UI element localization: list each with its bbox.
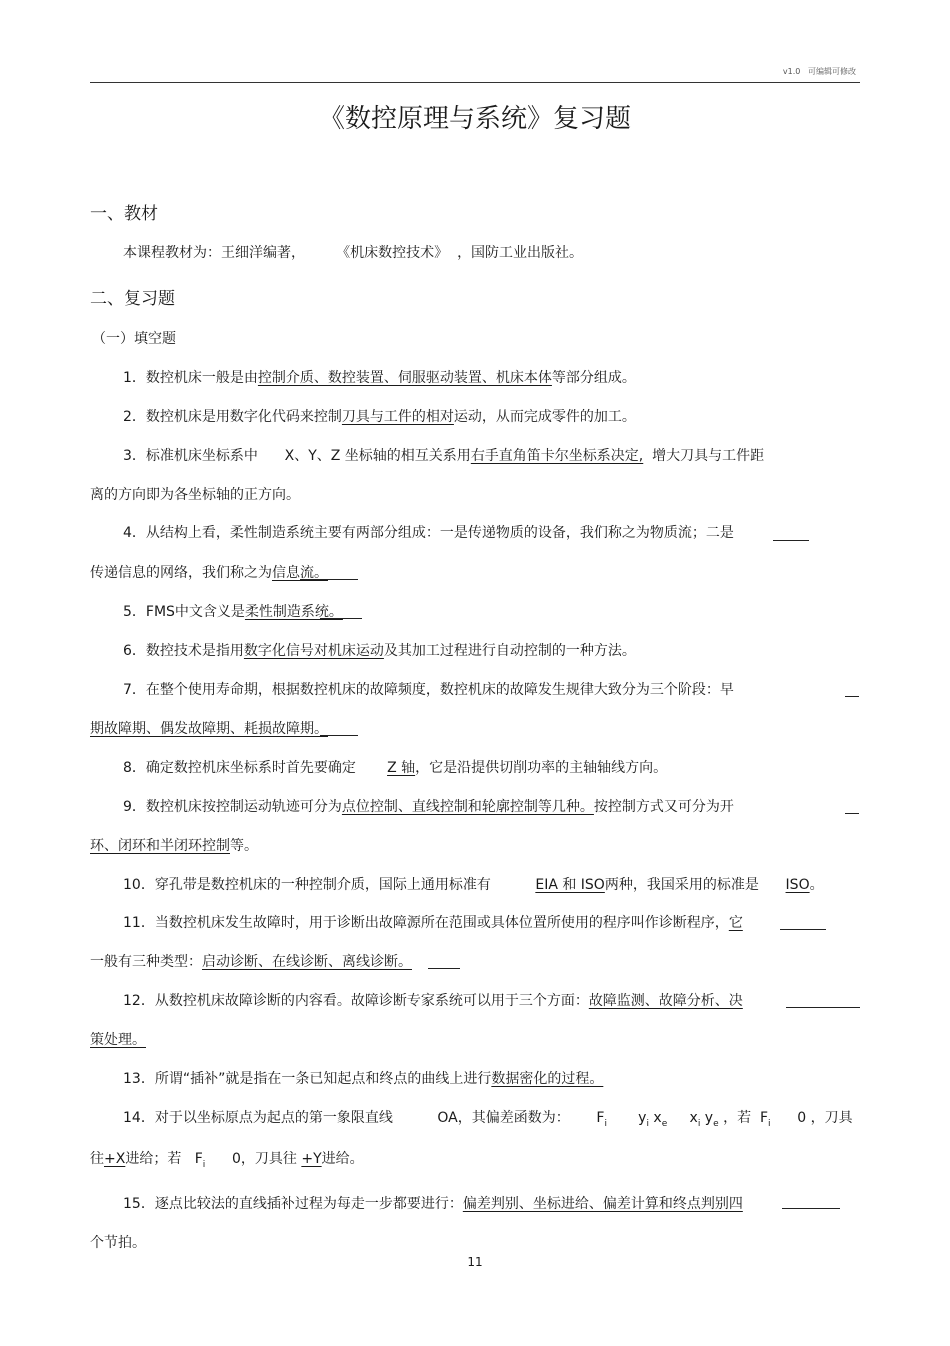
question-4: 4．从结构上看，柔性制造系统主要有两部分组成：一是传递物质的设备，我们称之为物质流；二是: [123, 525, 734, 541]
question-3-continued: 离的方向即为各坐标轴的正方向。: [90, 487, 300, 503]
question-9-continued: 环、闭环和半闭环控制等。: [90, 838, 258, 854]
page-number: 11: [467, 1255, 483, 1269]
question-14: 14．对于以坐标原点为起点的第一象限直线 OA，其偏差函数为： $F_i$ $y_i$ $x_e$ $x_i$ $y_e$ ，若 $F_i$ 0 ，刀具: [123, 1110, 853, 1129]
question-9: 9．数控机床按控制运动轨迹可分为点位控制、直线控制和轮廓控制等几种。按控制方式又可分为开: [123, 799, 734, 815]
question-8: 8．确定数控机床坐标系时首先要确定 Z 轴，它是沿提供切削功率的主轴轴线方向。: [123, 760, 668, 776]
question-11-continued: 一般有三种类型：启动诊断、在线诊断、离线诊断。: [90, 954, 412, 970]
section-heading-review: 二、复习题: [90, 289, 175, 309]
question-11: 11．当数控机床发生故障时，用于诊断出故障源所在范围或具体位置所使用的程序叫作诊断程序，它: [123, 915, 743, 931]
question-12-continued: 策处理。: [90, 1032, 146, 1048]
blank-line: [320, 618, 362, 619]
question-3: 3．标准机床坐标系中 X、Y、Z 坐标轴的相互关系用右手直角笛卡尔坐标系决定, 增大刀具与工件距: [123, 448, 765, 464]
blank-line: [773, 540, 809, 541]
textbook-line: 本课程教材为：王细洋编著， 《机床数控技术》 ，国防工业出版社。: [123, 245, 584, 261]
blank-line: [428, 968, 460, 969]
question-10: 10．穿孔带是数控机床的一种控制介质，国际上通用标准有 EIA 和 ISO两种，我国采用的标准是 ISO。: [123, 877, 824, 893]
subsection-fill-blank: （一）填空题: [92, 331, 176, 347]
question-5: 5．FMS中文含义是柔性制造系统。: [123, 604, 343, 620]
blank-line: [300, 579, 358, 580]
blank-line: [845, 813, 859, 814]
blank-line: [320, 735, 358, 736]
question-13: 13．所谓“插补”就是指在一条已知起点和终点的曲线上进行数据密化的过程。: [123, 1071, 604, 1087]
blank-line: [780, 929, 826, 930]
question-1: 1．数控机床一般是由控制介质、数控装置、伺服驱动装置、机床本体等部分组成。: [123, 370, 636, 386]
question-4-continued: 传递信息的网络，我们称之为信息流。: [90, 565, 328, 581]
question-12: 12．从数控机床故障诊断的内容看。故障诊断专家系统可以用于三个方面：故障监测、故障分析、决: [123, 993, 743, 1009]
question-15-continued: 个节拍。: [90, 1235, 146, 1251]
question-2: 2．数控机床是用数字化代码来控制刀具与工件的相对运动，从而完成零件的加工。: [123, 409, 636, 425]
question-14-continued: 往+X进给；若 $F_i$ 0，刀具往 +Y进给。: [90, 1151, 364, 1170]
question-6: 6．数控技术是指用数字化信号对机床运动及其加工过程进行自动控制的一种方法。: [123, 643, 636, 659]
blank-line: [845, 696, 859, 697]
blank-line: [782, 1208, 840, 1209]
document-title: 《数控原理与系统》复习题: [318, 104, 631, 134]
section-heading-textbook: 一、教材: [90, 204, 158, 224]
question-15: 15．逐点比较法的直线插补过程为每走一步都要进行：偏差判别、坐标进给、偏差计算和终点判别四: [123, 1196, 743, 1212]
page-header: v1.0 可编辑可修改: [782, 67, 856, 76]
question-7-continued: 期故障期、偶发故障期、耗损故障期。: [90, 721, 328, 737]
question-7: 7．在整个使用寿命期，根据数控机床的故障频度，数控机床的故障发生规律大致分为三个阶段：早: [123, 682, 734, 698]
blank-line: [786, 1007, 860, 1008]
header-rule: [90, 82, 860, 83]
